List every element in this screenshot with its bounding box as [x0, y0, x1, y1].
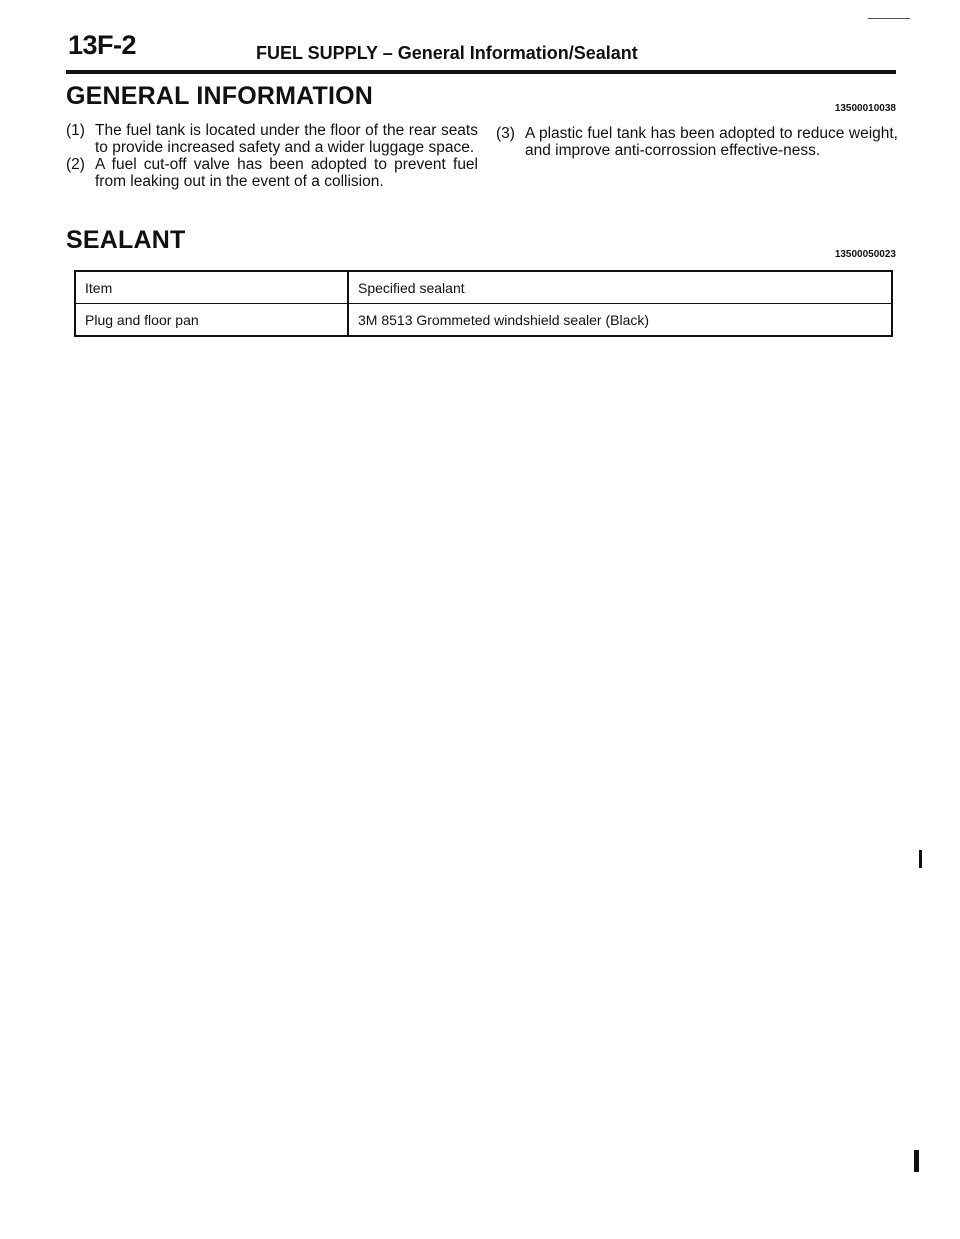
column-header-item: Item [75, 271, 348, 304]
header-rule [66, 70, 896, 74]
table-row [75, 304, 892, 337]
list-item [66, 122, 478, 156]
running-title: FUEL SUPPLY – General Information/Sealant [256, 43, 638, 63]
item-text: A fuel cut-off valve has been adopted to prevent fuel from leaking out in the event of a collision. [95, 156, 478, 190]
column-header-specified-sealant: Specified sealant [348, 271, 892, 304]
general-information-heading: GENERAL INFORMATION [66, 82, 374, 110]
item-number: (3) [496, 125, 515, 142]
sealant-heading: SEALANT [66, 226, 186, 254]
table-header-row [75, 271, 892, 304]
binding-mark [919, 850, 922, 868]
general-information-left-column [66, 122, 478, 190]
item-number: (1) [66, 122, 85, 139]
table-cell: 3M 8513 Grommeted windshield sealer (Black) [348, 304, 892, 337]
binding-mark [914, 1150, 919, 1172]
item-text: A plastic fuel tank has been adopted to reduce weight, and improve anti-corrossion effective-ness. [525, 125, 898, 159]
corner-rule [868, 18, 910, 19]
item-text: The fuel tank is located under the floor of the rear seats to provide increased safety and a wider luggage space. [95, 122, 478, 156]
table-cell: Plug and floor pan [75, 304, 348, 337]
list-item [496, 125, 898, 159]
page-number: 13F-2 [68, 30, 137, 60]
page-header [66, 28, 896, 68]
sealant-code: 13500050023 [834, 249, 896, 260]
list-item [66, 156, 478, 190]
sealant-table [74, 270, 893, 337]
item-number: (2) [66, 156, 85, 173]
general-information-right-column [496, 125, 898, 159]
general-information-code: 13500010038 [834, 103, 896, 114]
